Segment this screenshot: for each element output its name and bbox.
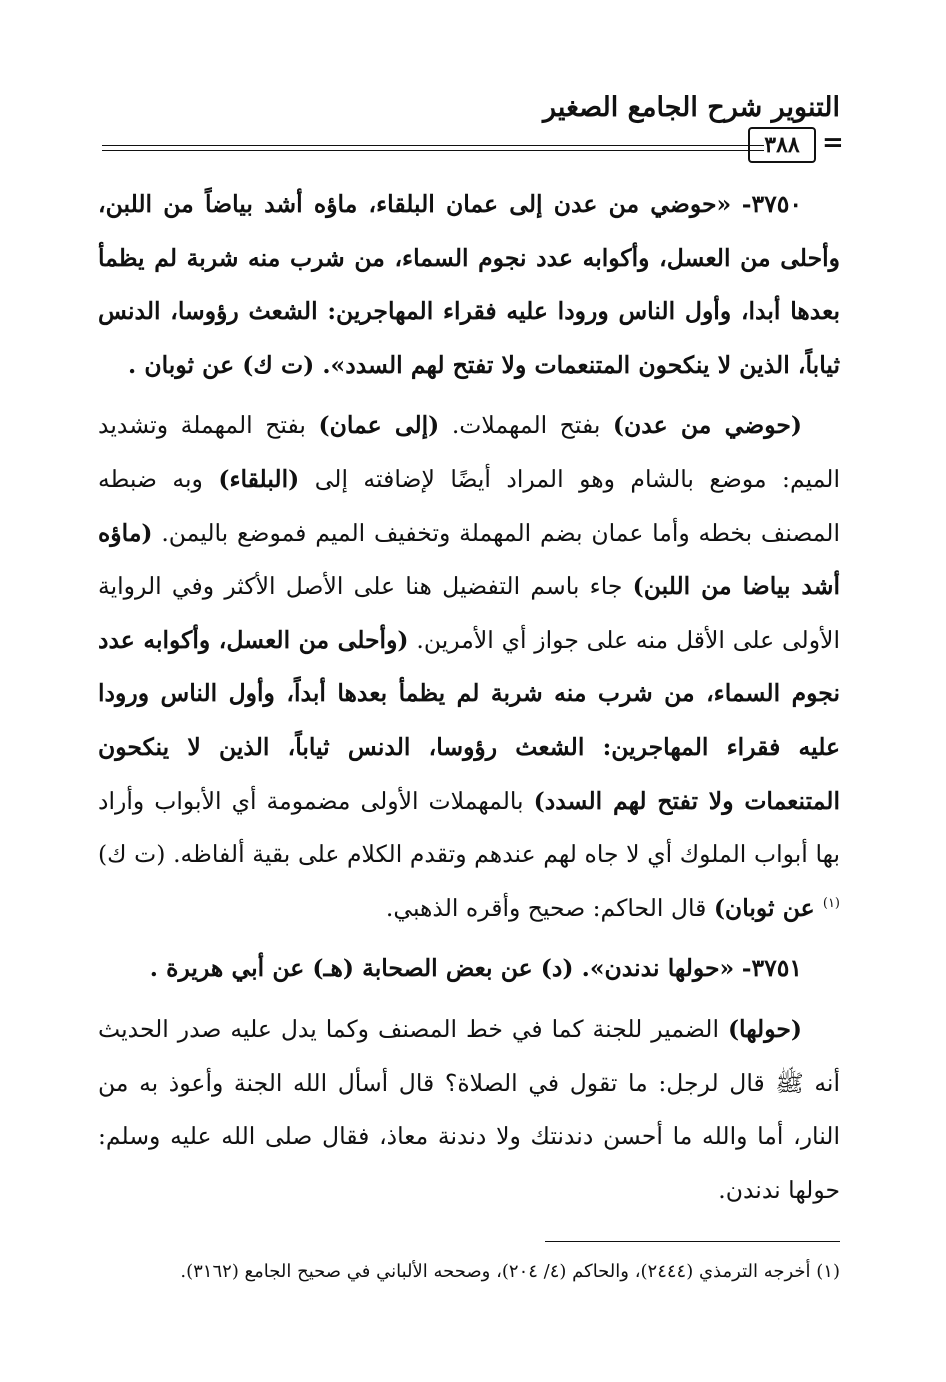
quoted-phrase: (حوضي من عدن) [612,411,802,440]
page-number-mark: = [822,128,844,158]
commentary-3750 [98,399,840,935]
footnote-rule [545,1241,840,1242]
header-rule [102,145,764,146]
page-number-box [748,127,816,163]
main-text [98,178,840,1224]
quoted-phrase: (البلقاء) [218,464,300,493]
footnote: (١) أخرجه الترمذي (٢٤٤٤)، والحاكم (٤/ ٢٠٤)، وصححه الألباني في صحيح الجامع (٣١٦٢). [180,1261,840,1282]
commentary-3751 [98,1003,840,1217]
quoted-phrase: (ماؤه أشد بياضا من اللبن) [98,518,840,601]
quoted-phrase: (وأحلى من العسل، وأكوابه عدد نجوم السماء، من شرب منه شربة لم يظمأ بعدها أبداً، وأول الناس ورودا عليه فقراء المهاجرين: الشعث رؤوسا، الدنس ثياباً، الذين لا ينكحون المتنعمات ولا تفتح لهم السدد) [98,625,840,815]
explanation-text: الضمير للجنة كما في خط المصنف وكما يدل عليه صدر الحديث أنه ﷺ قال لرجل: ما تقول في الصلاة؟ قال أسأل الله الجنة وأعوذ به من النار، أما والله ما أحسن دندنتك ولا دندنة معاذ، فقال صلى الله عليه وسلم: حولها ندندن. [98,1014,840,1204]
explanation-text: قال الحاكم: صحيح وأقره الذهبي. [385,893,714,922]
hadith-3751 [98,942,840,996]
hadith-number: ٣٧٥٠- [741,190,802,218]
running-header-title: التنوير شرح الجامع الصغير [543,92,840,123]
page-number: ٣٨٨ [764,132,800,158]
hadith-text: «حوضي من عدن إلى عمان البلقاء، ماؤه أشد بياضاً من اللبن، وأحلى من العسل، وأكوابه عدد نجوم السماء، من شرب منه شربة لم يظمأ بعدها أبدا، وأول الناس ورودا عليه فقراء المهاجرين: الشعث رؤوسا، الدنس ثياباً، الذين لا ينكحون المتنعمات ولا تفتح لهم السدد». (ت ك) عن ثوبان . [98,190,840,379]
hadith-number: ٣٧٥١- [741,954,802,983]
explanation-text: بفتح المهملات. [439,411,613,440]
explanation-text: بالمهملات الأولى مضمومة أي الأبواب وأراد بها أبواب الملوك أي لا جاه لهم عندهم وتقدم الكلام على بقية ألفاظه. (ت ك) [98,786,840,869]
explanation-text: وبه ضبطه المصنف بخطه وأما عمان بضم المهملة وتخفيف الميم فموضع باليمن. [98,464,840,547]
header-rule-double [102,150,764,151]
quoted-phrase: (حولها) [727,1014,802,1043]
explanation-text: جاء باسم التفضيل هنا على الأصل الأكثر وفي الرواية الأولى على الأقل منه على جواز أي الأمرين. [98,572,840,654]
hadith-3750 [98,178,840,392]
hadith-text: «حولها ندندن». (د) عن بعض الصحابة (هـ) عن أبي هريرة . [149,954,735,983]
quoted-phrase: (إلى عمان) [318,411,440,440]
explanation-text: بفتح المهملة وتشديد الميم: موضع بالشام وهو المراد أيضًا لإضافته إلى [98,411,840,493]
quoted-phrase: عن ثوبان) [713,893,823,922]
footnote-reference: (١) [822,895,840,911]
